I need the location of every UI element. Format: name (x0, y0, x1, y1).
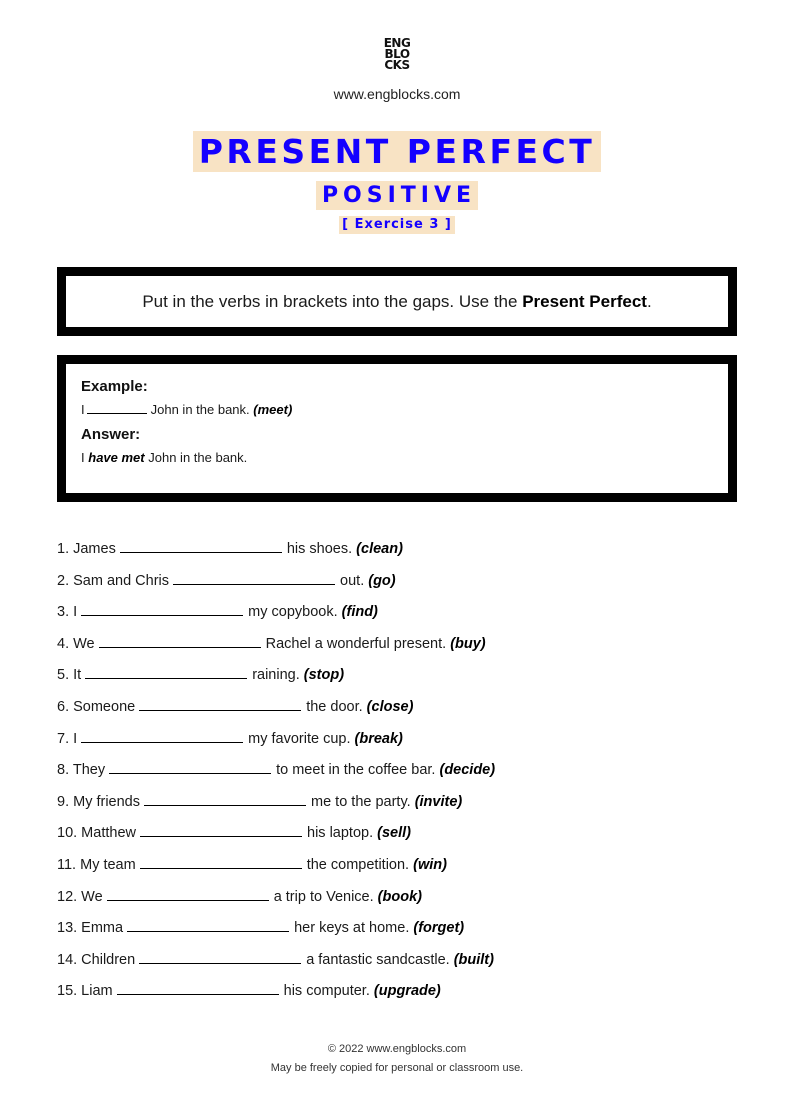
list-item: 13. Emma her keys at home. (forget) (57, 917, 757, 949)
logo-line-1: ENG (383, 36, 411, 50)
footer-note: May be freely copied for personal or classroom use. (270, 1062, 524, 1074)
answer-gap[interactable] (140, 854, 302, 869)
answer-gap[interactable] (139, 696, 301, 711)
answer-gap[interactable] (99, 633, 261, 648)
answer-gap[interactable] (107, 886, 269, 901)
answer-label: Answer: (81, 426, 141, 443)
exercise-label: [ Exercise 3 ] (339, 216, 455, 234)
list-item: 12. We a trip to Venice. (book) (57, 886, 757, 918)
list-item: 5. It raining. (stop) (57, 664, 757, 696)
answer-gap[interactable] (127, 917, 289, 932)
example-box (57, 355, 737, 502)
answer-gap[interactable] (139, 949, 301, 964)
footer-copyright: © 2022 www.engblocks.com (327, 1043, 467, 1055)
example-sentence: I John in the bank. (meet) (81, 402, 293, 417)
list-item: 11. My team the competition. (win) (57, 854, 757, 886)
page-title: PRESENT PERFECT (193, 131, 602, 172)
answer-verb: have met (88, 450, 145, 465)
logo-line-2: BLO (384, 47, 410, 61)
instruction-text: Put in the verbs in brackets into the gaps. Use the Present Perfect. (142, 291, 652, 311)
answer-gap[interactable] (81, 728, 243, 743)
exercise-list (57, 538, 757, 1012)
list-item: 4. We Rachel a wonderful present. (buy) (57, 633, 757, 665)
example-gap (87, 402, 147, 414)
page-subtitle: POSITIVE (316, 181, 478, 210)
answer-gap[interactable] (140, 822, 302, 837)
answer-gap[interactable] (117, 980, 279, 995)
list-item: 10. Matthew his laptop. (sell) (57, 822, 757, 854)
answer-gap[interactable] (85, 664, 247, 679)
list-item: 14. Children a fantastic sandcastle. (built) (57, 949, 757, 981)
example-hint: (meet) (253, 402, 293, 417)
answer-gap[interactable] (81, 601, 243, 616)
answer-gap[interactable] (109, 759, 271, 774)
example-label: Example: (81, 378, 148, 395)
answer-gap[interactable] (120, 538, 282, 553)
list-item: 3. I my copybook. (find) (57, 601, 757, 633)
list-item: 2. Sam and Chris out. (go) (57, 570, 757, 602)
list-item: 7. I my favorite cup. (break) (57, 728, 757, 760)
answer-gap[interactable] (173, 570, 335, 585)
list-item: 15. Liam his computer. (upgrade) (57, 980, 757, 1012)
list-item: 6. Someone the door. (close) (57, 696, 757, 728)
instruction-box (57, 267, 737, 336)
list-item: 9. My friends me to the party. (invite) (57, 791, 757, 823)
site-url[interactable]: www.engblocks.com (333, 86, 461, 102)
answer-sentence: I have met John in the bank. (81, 450, 248, 465)
logo-line-3: CKS (384, 58, 410, 72)
list-item: 8. They to meet in the coffee bar. (decide) (57, 759, 757, 791)
engblocks-logo (0, 38, 794, 71)
instruction-bold: Present Perfect (522, 291, 647, 311)
footer (0, 1043, 794, 1081)
list-item: 1. James his shoes. (clean) (57, 538, 757, 570)
answer-gap[interactable] (144, 791, 306, 806)
